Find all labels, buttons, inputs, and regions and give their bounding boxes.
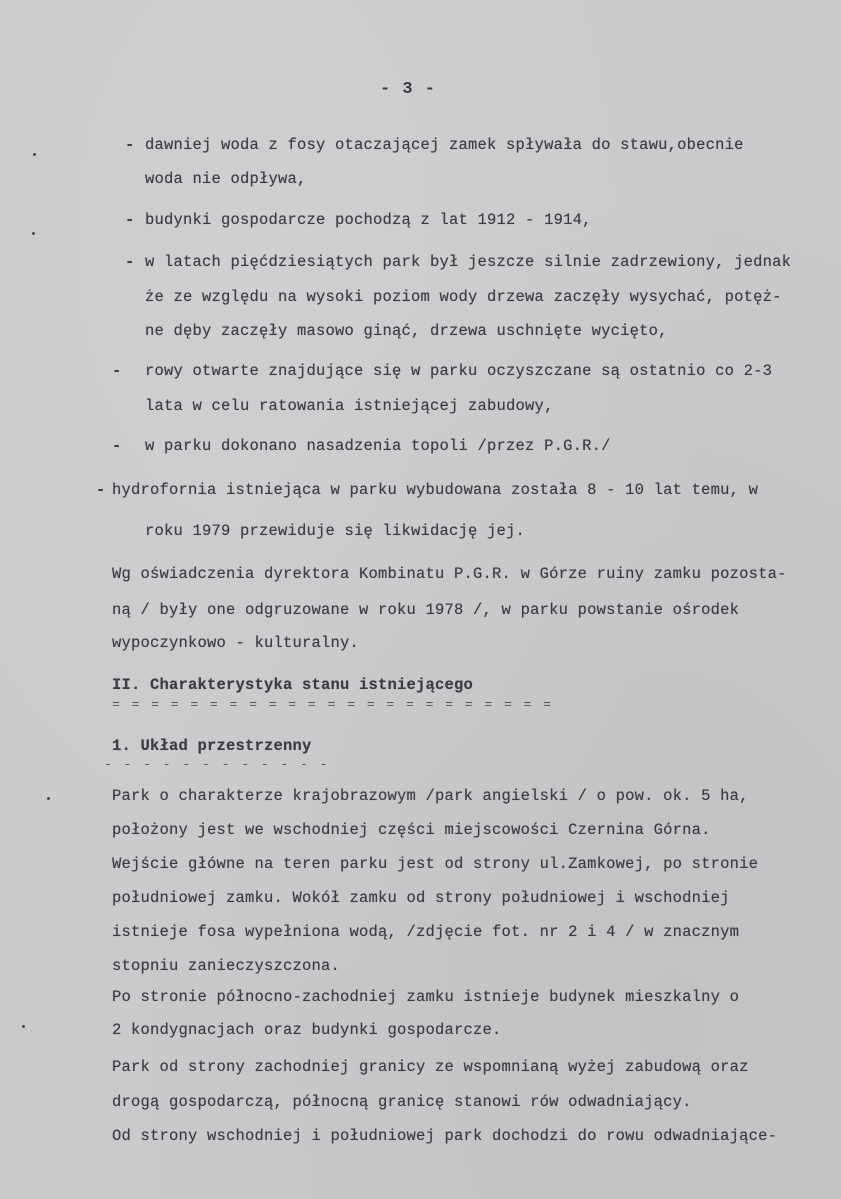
body-line: stopniu zanieczyszczona. (112, 957, 341, 975)
subsection-heading: 1. Układ przestrzenny (112, 737, 312, 755)
bullet-line: w parku dokonano nasadzenia topoli /przez P.G.R./ (145, 437, 611, 455)
subsection-heading-underline: - - - - - - - - - - - - (104, 757, 330, 772)
bullet-line: rowy otwarte znajdujące się w parku oczyszczane są ostatnio co 2-3 (145, 362, 773, 380)
statement-line: ną / były one odgruzowane w roku 1978 /, w parku powstanie ośrodek (112, 601, 740, 619)
scan-speck (22, 1025, 25, 1028)
bullet-line: lata w celu ratowania istniejącej zabudowy, (145, 397, 554, 415)
bullet-marker: - (125, 211, 135, 229)
section-heading: II. Charakterystyka stanu istniejącego (112, 676, 474, 694)
bullet-marker: - (125, 253, 135, 271)
bullet-line: w latach pięćdziesiątych park był jeszcze silnie zadrzewiony, jednak (145, 253, 792, 271)
section-heading-underline: = = = = = = = = = = = = = = = = = = = = = = = (112, 697, 554, 712)
bullet-line: roku 1979 przewiduje się likwidację jej. (145, 522, 526, 540)
scan-speck (47, 797, 50, 800)
body-line: Park od strony zachodniej granicy ze wspomnianą wyżej zabudową oraz (112, 1058, 749, 1076)
body-line: południowej zamku. Wokół zamku od strony południowej i wschodniej (112, 889, 730, 907)
bullet-marker: - (96, 481, 106, 499)
bullet-line: dawniej woda z fosy otaczającej zamek spływała do stawu,obecnie (145, 136, 744, 154)
statement-line: wypoczynkowo - kulturalny. (112, 634, 360, 652)
bullet-marker: - (112, 437, 122, 455)
body-line: 2 kondygnacjach oraz budynki gospodarcze. (112, 1021, 502, 1039)
body-line: Wejście główne na teren parku jest od strony ul.Zamkowej, po stronie (112, 855, 759, 873)
scan-speck (32, 232, 35, 235)
bullet-marker: - (112, 362, 122, 380)
bullet-line: budynki gospodarcze pochodzą z lat 1912 - 1914, (145, 211, 592, 229)
bullet-line: ne dęby zaczęły masowo ginąć, drzewa uschnięte wycięto, (145, 322, 668, 340)
bullet-line: hydrofornia istniejąca w parku wybudowana została 8 - 10 lat temu, w (112, 481, 759, 499)
body-line: położony jest we wschodniej części miejscowości Czernina Górna. (112, 821, 711, 839)
body-line: Park o charakterze krajobrazowym /park angielski / o pow. ok. 5 ha, (112, 787, 749, 805)
body-line: Po stronie północno-zachodniej zamku istnieje budynek mieszkalny o (112, 988, 740, 1006)
bullet-marker: - (125, 136, 135, 154)
scan-speck (33, 153, 36, 156)
body-line: Od strony wschodniej i południowej park dochodzi do rowu odwadniające- (112, 1127, 778, 1145)
bullet-line: że ze względu na wysoki poziom wody drzewa zaczęły wysychać, potęż- (145, 288, 782, 306)
body-line: drogą gospodarczą, północną granicę stanowi rów odwadniający. (112, 1093, 692, 1111)
page-number: - 3 - (380, 80, 437, 99)
body-line: istnieje fosa wypełniona wodą, /zdjęcie fot. nr 2 i 4 / w znacznym (112, 923, 740, 941)
statement-line: Wg oświadczenia dyrektora Kombinatu P.G.R. w Górze ruiny zamku pozosta- (112, 565, 787, 583)
bullet-line: woda nie odpływa, (145, 170, 307, 188)
